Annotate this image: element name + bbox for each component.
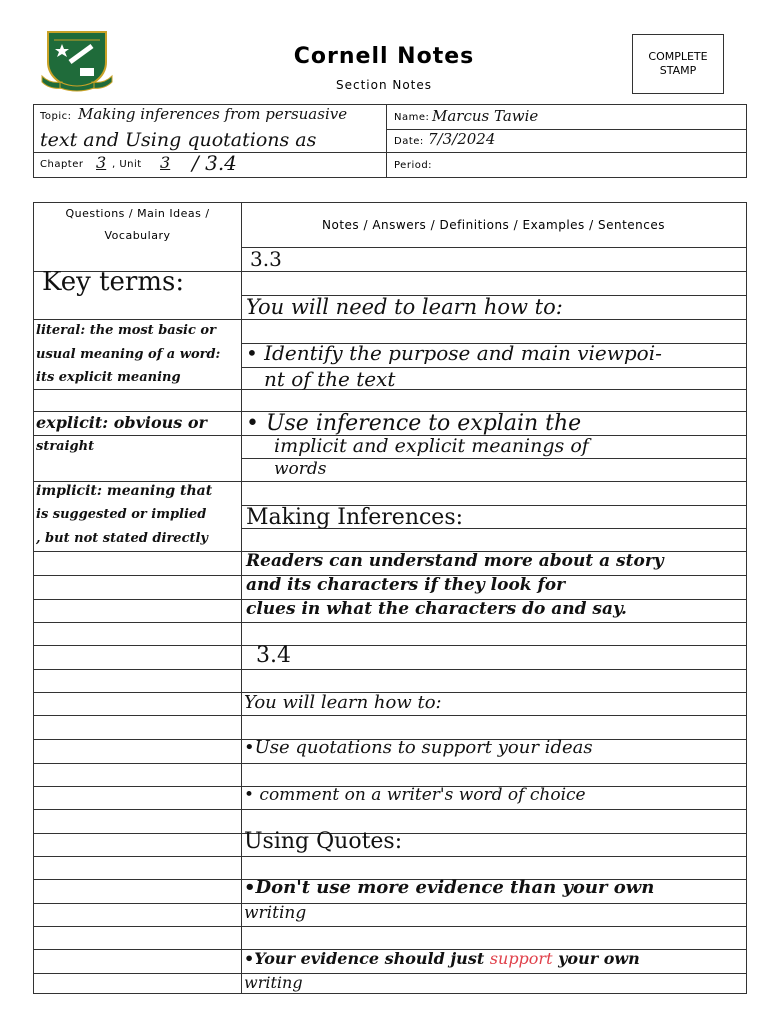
making-inferences-heading: Making Inferences: [246,505,464,530]
section-3-3-heading: 3.3 [250,247,282,271]
explicit-definition-line2: straight [36,439,95,454]
ruled-line [34,903,746,904]
ruled-line [34,622,746,623]
implicit-definition-line3: , but not stated directly [36,531,208,546]
ruled-line [34,319,746,320]
complete-stamp-box [632,34,724,94]
explicit-definition-line1: explicit: obvious or [36,413,207,432]
topic-value-line1: Making inferences from persuasive [78,105,348,123]
readers-line3: clues in what the characters do and say. [246,599,627,619]
support-text-pre: •Your evidence should just [244,949,485,968]
bullet-comment: • comment on a writer's word of choice [244,785,586,805]
ruled-line [34,763,746,764]
stamp-line-1: COMPLETE [648,50,708,63]
bullet-evidence-line2: writing [244,903,307,923]
bullet-support-line1 [244,949,640,968]
implicit-definition-line1: implicit: meaning that [36,483,213,499]
bullet-inference-line1: • Use inference to explain the [246,411,582,436]
unit-value: 3 [160,153,171,172]
column-divider [241,203,242,993]
period-label: Period: [394,160,433,171]
bullet-quotations: •Use quotations to support your ideas [244,737,593,758]
readers-line1: Readers can understand more about a story [246,551,664,571]
section-3-4-heading: 3.4 [256,643,291,668]
ruled-line [241,247,746,248]
bullet-evidence-line1: •Don't use more evidence than your own [244,877,655,898]
date-value: 7/3/2024 [428,130,496,148]
bullet-inference-line2: implicit and explicit meanings of [274,435,589,457]
page-subtitle: Section Notes [335,78,433,92]
literal-definition-line1: literal: the most basic or [36,323,216,338]
bullet-identify-line1: • Identify the purpose and main viewpoi- [246,341,662,365]
header-divider [386,105,387,177]
bullet-support-line2: writing [244,973,303,992]
chapter-label: Chapter [40,159,84,170]
ruled-line [34,715,746,716]
ruled-line [34,669,746,670]
literal-definition-line3: its explicit meaning [36,370,181,385]
cornell-notes-grid [33,202,747,994]
using-quotes-heading: Using Quotes: [244,829,403,854]
key-terms-heading: Key terms: [42,267,185,297]
unit-extra: / 3.4 [192,151,237,175]
questions-column-header [34,203,241,247]
ruled-line [34,856,746,857]
learn-how-line-2: You will learn how to: [244,692,442,713]
name-label: Name: [394,112,430,123]
stamp-line-2: STAMP [659,64,697,77]
notes-column-header [241,203,746,247]
ruled-line [34,481,746,482]
topic-label: Topic: [40,111,72,122]
name-value: Marcus Tawie [432,107,539,125]
date-label: Date: [394,136,424,147]
notes-column-title: Notes / Answers / Definitions / Examples / Sentences [322,218,665,232]
header-info-box [33,104,747,178]
literal-definition-line2: usual meaning of a word: [36,347,221,362]
bullet-inference-line3: words [274,459,327,479]
support-text-red: support [489,949,553,968]
chapter-value: 3 [96,153,107,172]
bullet-identify-line2: nt of the text [264,367,396,391]
header-rule [34,152,746,153]
ruled-line [34,973,746,974]
page-title: Cornell Notes [293,44,475,69]
ruled-line [34,809,746,810]
questions-column-title: Questions / Main Ideas / Vocabulary [65,207,210,242]
learn-how-line: You will need to learn how to: [246,295,563,319]
support-text-post: your own [558,949,640,968]
readers-line2: and its characters if they look for [246,575,566,595]
ruled-line [34,645,746,646]
unit-label: , Unit [112,159,142,170]
ruled-line [34,926,746,927]
topic-value-line2: text and Using quotations as [40,129,317,151]
implicit-definition-line2: is suggested or implied [36,507,207,522]
